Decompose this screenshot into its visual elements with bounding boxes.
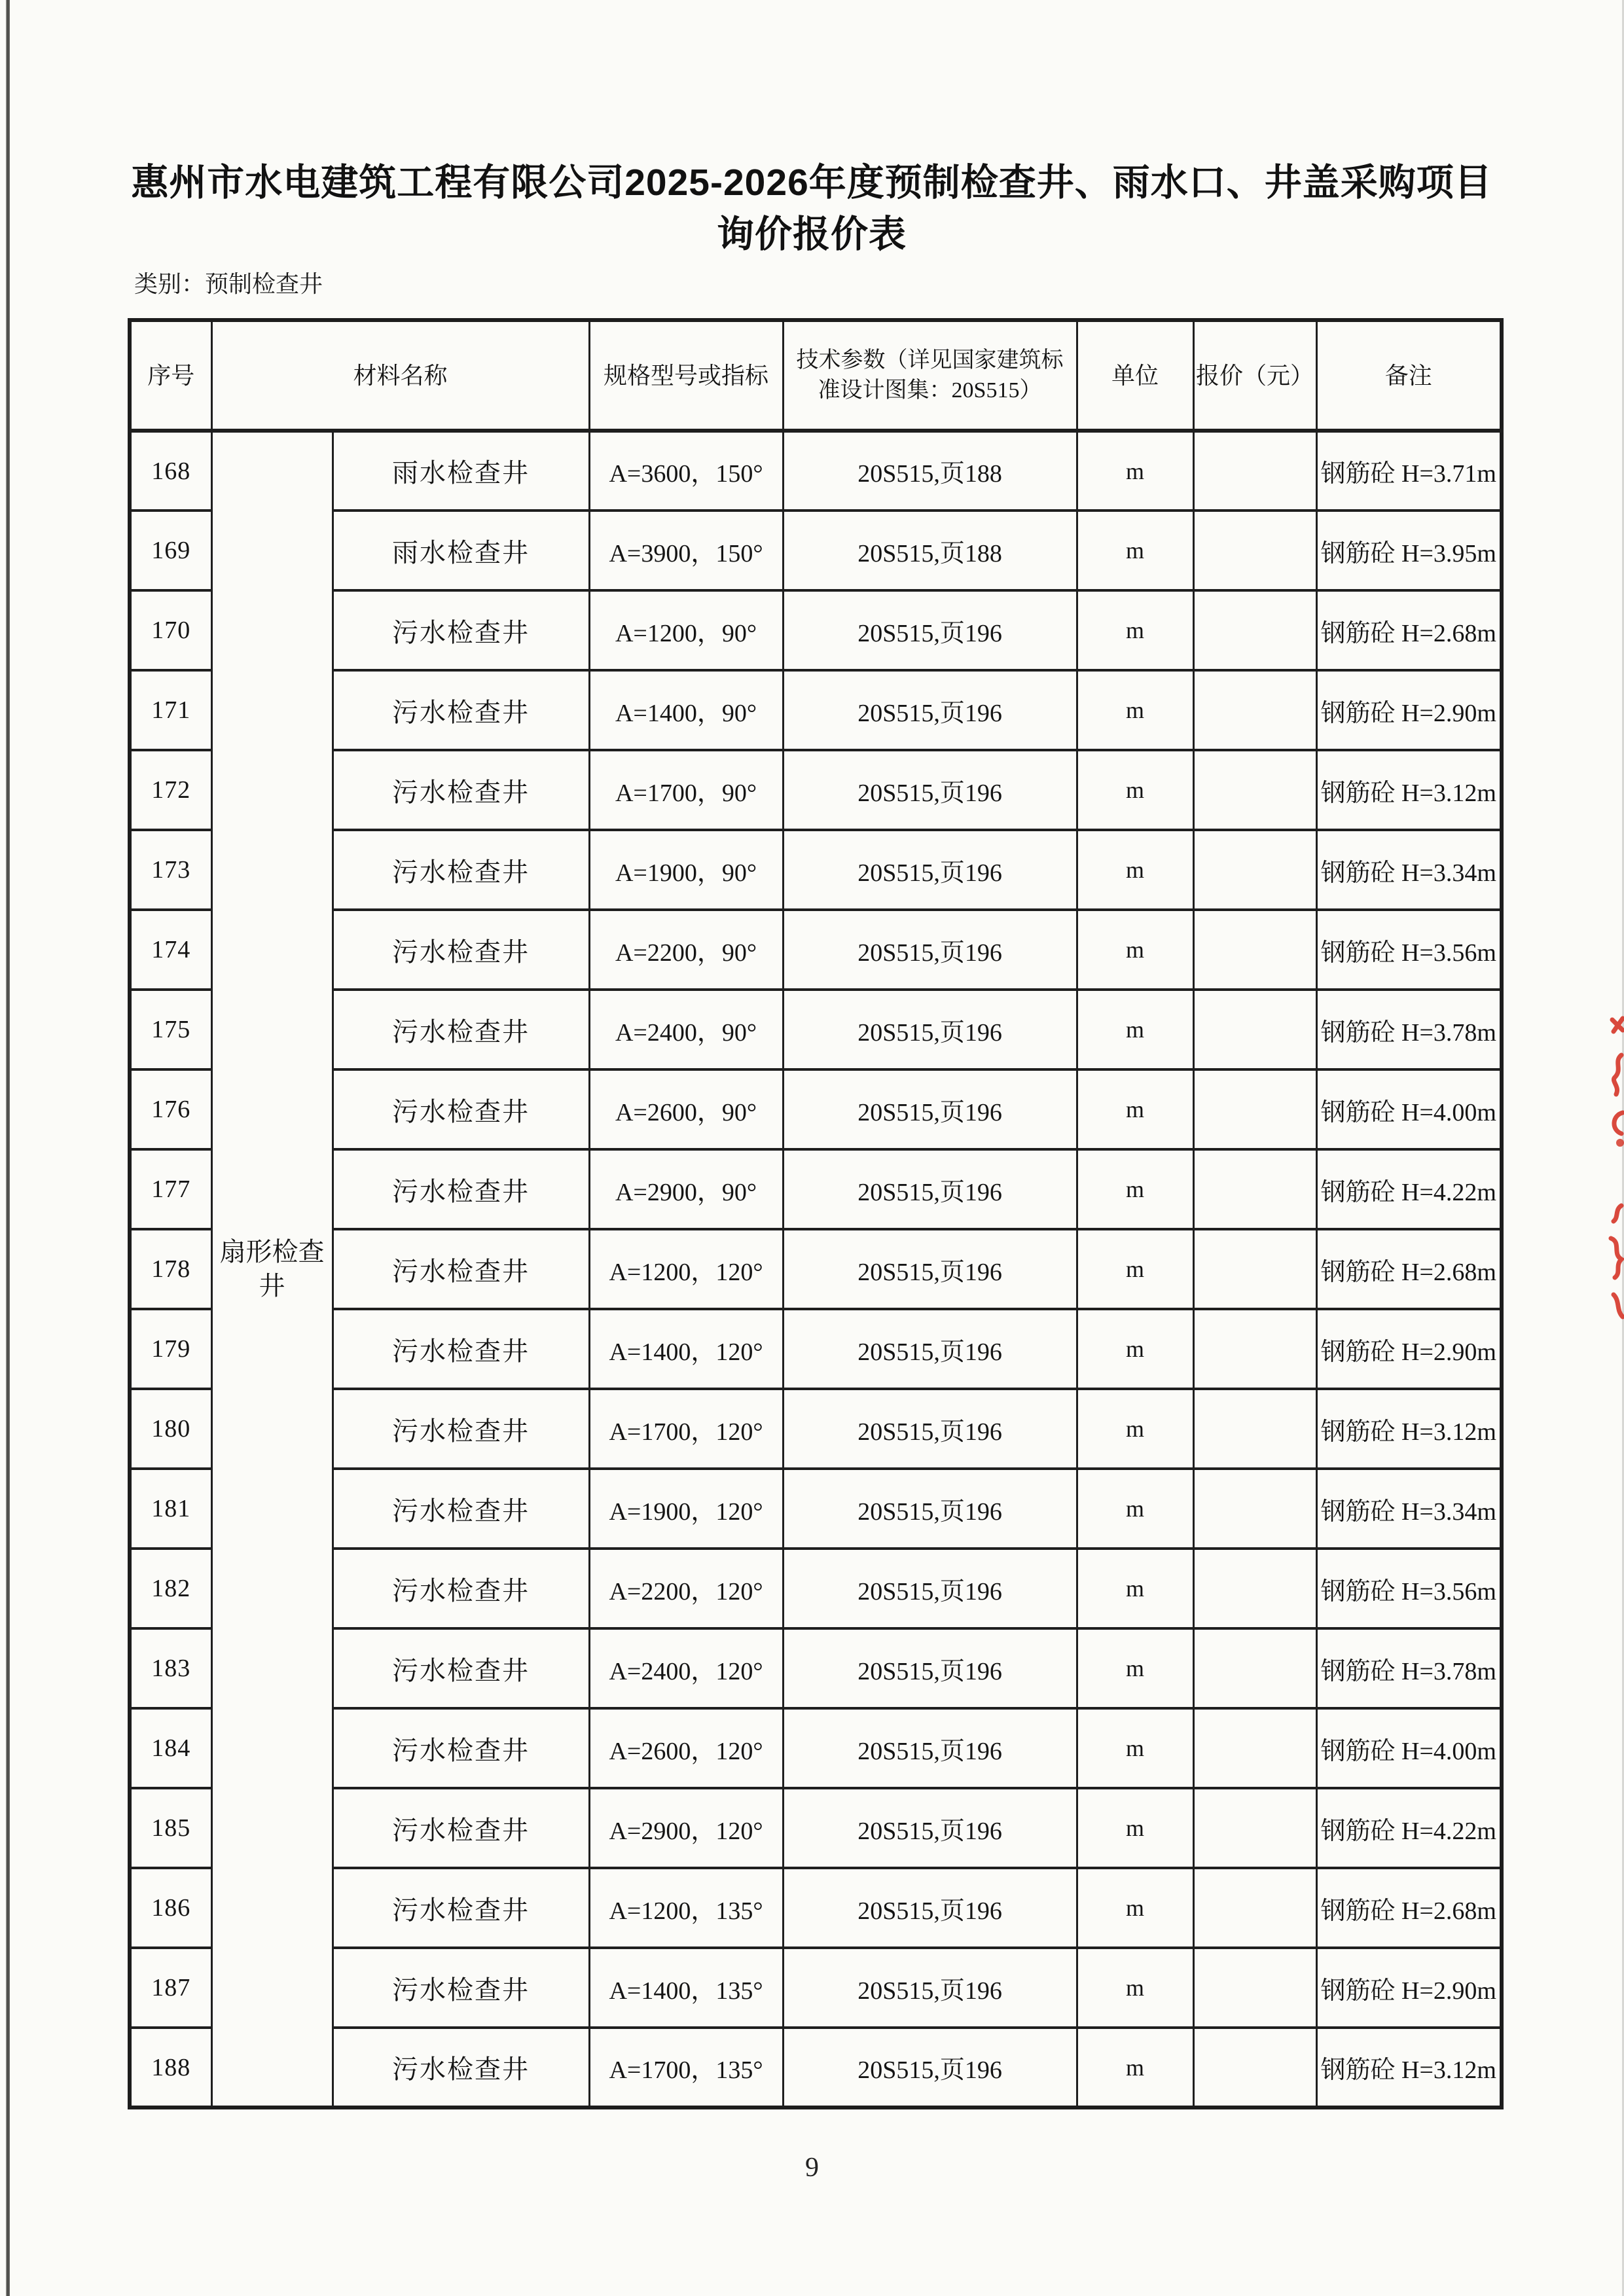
- cell-unit: m: [1077, 1389, 1193, 1469]
- cell-tech-params: 20S515,页196: [783, 1788, 1077, 1868]
- cell-material-name: 污水检查井: [333, 1309, 589, 1389]
- header-note: 备注: [1316, 320, 1502, 431]
- cell-seq: 172: [130, 750, 211, 830]
- cell-unit: m: [1077, 830, 1193, 910]
- cell-note: 钢筋砼 H=3.78m: [1316, 1628, 1502, 1708]
- cell-material-name: 雨水检查井: [333, 431, 589, 511]
- cell-tech-params: 20S515,页188: [783, 511, 1077, 590]
- cell-seq: 173: [130, 830, 211, 910]
- cell-tech-params: 20S515,页196: [783, 1868, 1077, 1948]
- cell-seq: 169: [130, 511, 211, 590]
- cell-price: [1193, 910, 1316, 990]
- cell-unit: m: [1077, 990, 1193, 1069]
- cell-seq: 175: [130, 990, 211, 1069]
- cell-material-name: 污水检查井: [333, 1149, 589, 1229]
- cell-material-name: 污水检查井: [333, 1628, 589, 1708]
- cell-material-name: 污水检查井: [333, 1229, 589, 1309]
- cell-tech-params: 20S515,页196: [783, 990, 1077, 1069]
- cell-spec: A=2900，120°: [589, 1788, 783, 1868]
- cell-note: 钢筋砼 H=3.12m: [1316, 1389, 1502, 1469]
- cell-price: [1193, 1309, 1316, 1389]
- cell-unit: m: [1077, 511, 1193, 590]
- table-row: [130, 990, 1502, 1069]
- table-row: [130, 1868, 1502, 1948]
- cell-unit: m: [1077, 590, 1193, 670]
- cell-tech-params: 20S515,页196: [783, 1948, 1077, 2028]
- cell-note: 钢筋砼 H=3.56m: [1316, 1549, 1502, 1628]
- cell-price: [1193, 431, 1316, 511]
- table-row: [130, 1549, 1502, 1628]
- table-header-row: [130, 320, 1502, 431]
- header-material-name: 材料名称: [211, 320, 589, 431]
- table-row: [130, 670, 1502, 750]
- cell-tech-params: 20S515,页196: [783, 1628, 1077, 1708]
- cell-spec: A=1400，90°: [589, 670, 783, 750]
- cell-price: [1193, 1549, 1316, 1628]
- cell-seq: 171: [130, 670, 211, 750]
- category-label: 类别：预制检查井: [134, 271, 323, 297]
- cell-note: 钢筋砼 H=3.78m: [1316, 990, 1502, 1069]
- cell-material-name: 污水检查井: [333, 1708, 589, 1788]
- header-seq: 序号: [130, 320, 211, 431]
- cell-unit: m: [1077, 1948, 1193, 2028]
- table-body: [130, 431, 1502, 2108]
- cell-spec: A=2200，90°: [589, 910, 783, 990]
- cell-tech-params: 20S515,页196: [783, 830, 1077, 910]
- quotation-table: [128, 318, 1504, 2109]
- cell-note: 钢筋砼 H=3.71m: [1316, 431, 1502, 511]
- table-row: [130, 910, 1502, 990]
- cell-price: [1193, 750, 1316, 830]
- cell-seq: 179: [130, 1309, 211, 1389]
- cell-tech-params: 20S515,页196: [783, 1309, 1077, 1389]
- table-row: [130, 1788, 1502, 1868]
- document-title-line2: 询价报价表: [717, 213, 907, 255]
- cell-spec: A=1700，120°: [589, 1389, 783, 1469]
- red-stamp-fragments: [1606, 982, 1624, 1335]
- table-row: [130, 1309, 1502, 1389]
- cell-note: 钢筋砼 H=2.90m: [1316, 670, 1502, 750]
- cell-unit: m: [1077, 1229, 1193, 1309]
- scanner-edge-line: [6, 0, 10, 2296]
- cell-price: [1193, 1628, 1316, 1708]
- table-row: [130, 1389, 1502, 1469]
- table-row: [130, 750, 1502, 830]
- cell-tech-params: 20S515,页196: [783, 750, 1077, 830]
- cell-spec: A=2900，90°: [589, 1149, 783, 1229]
- cell-material-name: 污水检查井: [333, 1469, 589, 1549]
- cell-unit: m: [1077, 1069, 1193, 1149]
- cell-unit: m: [1077, 910, 1193, 990]
- table-row: [130, 1948, 1502, 2028]
- table-row: [130, 1469, 1502, 1549]
- table-header: [130, 320, 1502, 431]
- cell-spec: A=1900，120°: [589, 1469, 783, 1549]
- cell-spec: A=2400，120°: [589, 1628, 783, 1708]
- cell-unit: m: [1077, 1628, 1193, 1708]
- cell-note: 钢筋砼 H=2.90m: [1316, 1948, 1502, 2028]
- cell-price: [1193, 1708, 1316, 1788]
- table-row: [130, 830, 1502, 910]
- cell-price: [1193, 1229, 1316, 1309]
- cell-spec: A=1400，120°: [589, 1309, 783, 1389]
- cell-spec: A=3600，150°: [589, 431, 783, 511]
- cell-price: [1193, 511, 1316, 590]
- cell-seq: 174: [130, 910, 211, 990]
- cell-unit: m: [1077, 1549, 1193, 1628]
- document-title-line1: 惠州市水电建筑工程有限公司2025-2026年度预制检查井、雨水口、井盖采购项目: [131, 162, 1492, 204]
- cell-spec: A=1400，135°: [589, 1948, 783, 2028]
- cell-material-name: 雨水检查井: [333, 511, 589, 590]
- cell-spec: A=1900，90°: [589, 830, 783, 910]
- cell-note: 钢筋砼 H=3.12m: [1316, 2028, 1502, 2108]
- cell-spec: A=2200，120°: [589, 1549, 783, 1628]
- table-row: [130, 2028, 1502, 2108]
- cell-spec: A=2600，120°: [589, 1708, 783, 1788]
- cell-seq: 177: [130, 1149, 211, 1229]
- cell-material-name: 污水检查井: [333, 670, 589, 750]
- cell-spec: A=1200，120°: [589, 1229, 783, 1309]
- cell-material-name: 污水检查井: [333, 1788, 589, 1868]
- cell-unit: m: [1077, 670, 1193, 750]
- document-title: [118, 157, 1506, 260]
- cell-note: 钢筋砼 H=2.90m: [1316, 1309, 1502, 1389]
- cell-note: 钢筋砼 H=2.68m: [1316, 590, 1502, 670]
- cell-material-name: 污水检查井: [333, 1389, 589, 1469]
- cell-spec: A=3900，150°: [589, 511, 783, 590]
- cell-seq: 188: [130, 2028, 211, 2108]
- cell-tech-params: 20S515,页196: [783, 1149, 1077, 1229]
- cell-spec: A=1700，135°: [589, 2028, 783, 2108]
- cell-price: [1193, 1389, 1316, 1469]
- cell-spec: A=1700，90°: [589, 750, 783, 830]
- cell-seq: 170: [130, 590, 211, 670]
- cell-price: [1193, 2028, 1316, 2108]
- table-row: [130, 511, 1502, 590]
- cell-spec: A=2400，90°: [589, 990, 783, 1069]
- cell-unit: m: [1077, 2028, 1193, 2108]
- cell-seq: 178: [130, 1229, 211, 1309]
- table-row: [130, 1628, 1502, 1708]
- cell-note: 钢筋砼 H=4.22m: [1316, 1149, 1502, 1229]
- cell-tech-params: 20S515,页196: [783, 590, 1077, 670]
- header-tech-params: 技术参数（详见国家建筑标准设计图集：20S515）: [783, 320, 1077, 431]
- cell-price: [1193, 990, 1316, 1069]
- header-spec: 规格型号或指标: [589, 320, 783, 431]
- cell-unit: m: [1077, 431, 1193, 511]
- cell-seq: 187: [130, 1948, 211, 2028]
- table-row: [130, 1708, 1502, 1788]
- cell-unit: m: [1077, 1708, 1193, 1788]
- cell-tech-params: 20S515,页196: [783, 1229, 1077, 1309]
- cell-tech-params: 20S515,页196: [783, 1549, 1077, 1628]
- cell-tech-params: 20S515,页196: [783, 1469, 1077, 1549]
- cell-note: 钢筋砼 H=3.12m: [1316, 750, 1502, 830]
- cell-seq: 182: [130, 1549, 211, 1628]
- table-row: [130, 431, 1502, 511]
- table-row: [130, 590, 1502, 670]
- cell-material-name: 污水检查井: [333, 910, 589, 990]
- cell-material-name: 污水检查井: [333, 750, 589, 830]
- cell-price: [1193, 590, 1316, 670]
- table-row: [130, 1149, 1502, 1229]
- cell-material-name: 污水检查井: [333, 1868, 589, 1948]
- cell-note: 钢筋砼 H=2.68m: [1316, 1868, 1502, 1948]
- cell-note: 钢筋砼 H=3.34m: [1316, 1469, 1502, 1549]
- cell-note: 钢筋砼 H=4.00m: [1316, 1069, 1502, 1149]
- cell-unit: m: [1077, 1309, 1193, 1389]
- table-row: [130, 1069, 1502, 1149]
- cell-tech-params: 20S515,页196: [783, 1708, 1077, 1788]
- cell-seq: 183: [130, 1628, 211, 1708]
- cell-price: [1193, 1469, 1316, 1549]
- cell-price: [1193, 670, 1316, 750]
- header-unit: 单位: [1077, 320, 1193, 431]
- cell-price: [1193, 830, 1316, 910]
- cell-note: 钢筋砼 H=2.68m: [1316, 1229, 1502, 1309]
- cell-price: [1193, 1149, 1316, 1229]
- cell-tech-params: 20S515,页196: [783, 670, 1077, 750]
- cell-seq: 168: [130, 431, 211, 511]
- cell-seq: 186: [130, 1868, 211, 1948]
- cell-note: 钢筋砼 H=3.34m: [1316, 830, 1502, 910]
- cell-tech-params: 20S515,页196: [783, 1389, 1077, 1469]
- cell-seq: 184: [130, 1708, 211, 1788]
- cell-material-name: 污水检查井: [333, 590, 589, 670]
- cell-price: [1193, 1948, 1316, 2028]
- cell-spec: A=1200，90°: [589, 590, 783, 670]
- cell-note: 钢筋砼 H=3.56m: [1316, 910, 1502, 990]
- cell-tech-params: 20S515,页196: [783, 910, 1077, 990]
- cell-material-name: 污水检查井: [333, 2028, 589, 2108]
- cell-tech-params: 20S515,页188: [783, 431, 1077, 511]
- page-number: 9: [805, 2153, 819, 2183]
- cell-tech-params: 20S515,页196: [783, 1069, 1077, 1149]
- cell-material-name: 污水检查井: [333, 1948, 589, 2028]
- cell-note: 钢筋砼 H=4.22m: [1316, 1788, 1502, 1868]
- cell-seq: 176: [130, 1069, 211, 1149]
- merged-category-cell: 扇形检查井: [211, 431, 333, 2108]
- header-price: 报价（元）: [1193, 320, 1316, 431]
- cell-unit: m: [1077, 1469, 1193, 1549]
- cell-unit: m: [1077, 1788, 1193, 1868]
- cell-seq: 180: [130, 1389, 211, 1469]
- cell-price: [1193, 1868, 1316, 1948]
- cell-unit: m: [1077, 750, 1193, 830]
- cell-material-name: 污水检查井: [333, 1549, 589, 1628]
- cell-material-name: 污水检查井: [333, 830, 589, 910]
- cell-price: [1193, 1788, 1316, 1868]
- cell-seq: 181: [130, 1469, 211, 1549]
- cell-spec: A=2600，90°: [589, 1069, 783, 1149]
- table-row: [130, 1229, 1502, 1309]
- cell-unit: m: [1077, 1149, 1193, 1229]
- cell-price: [1193, 1069, 1316, 1149]
- cell-material-name: 污水检查井: [333, 1069, 589, 1149]
- cell-tech-params: 20S515,页196: [783, 2028, 1077, 2108]
- cell-spec: A=1200，135°: [589, 1868, 783, 1948]
- cell-unit: m: [1077, 1868, 1193, 1948]
- cell-note: 钢筋砼 H=4.00m: [1316, 1708, 1502, 1788]
- cell-material-name: 污水检查井: [333, 990, 589, 1069]
- cell-note: 钢筋砼 H=3.95m: [1316, 511, 1502, 590]
- cell-seq: 185: [130, 1788, 211, 1868]
